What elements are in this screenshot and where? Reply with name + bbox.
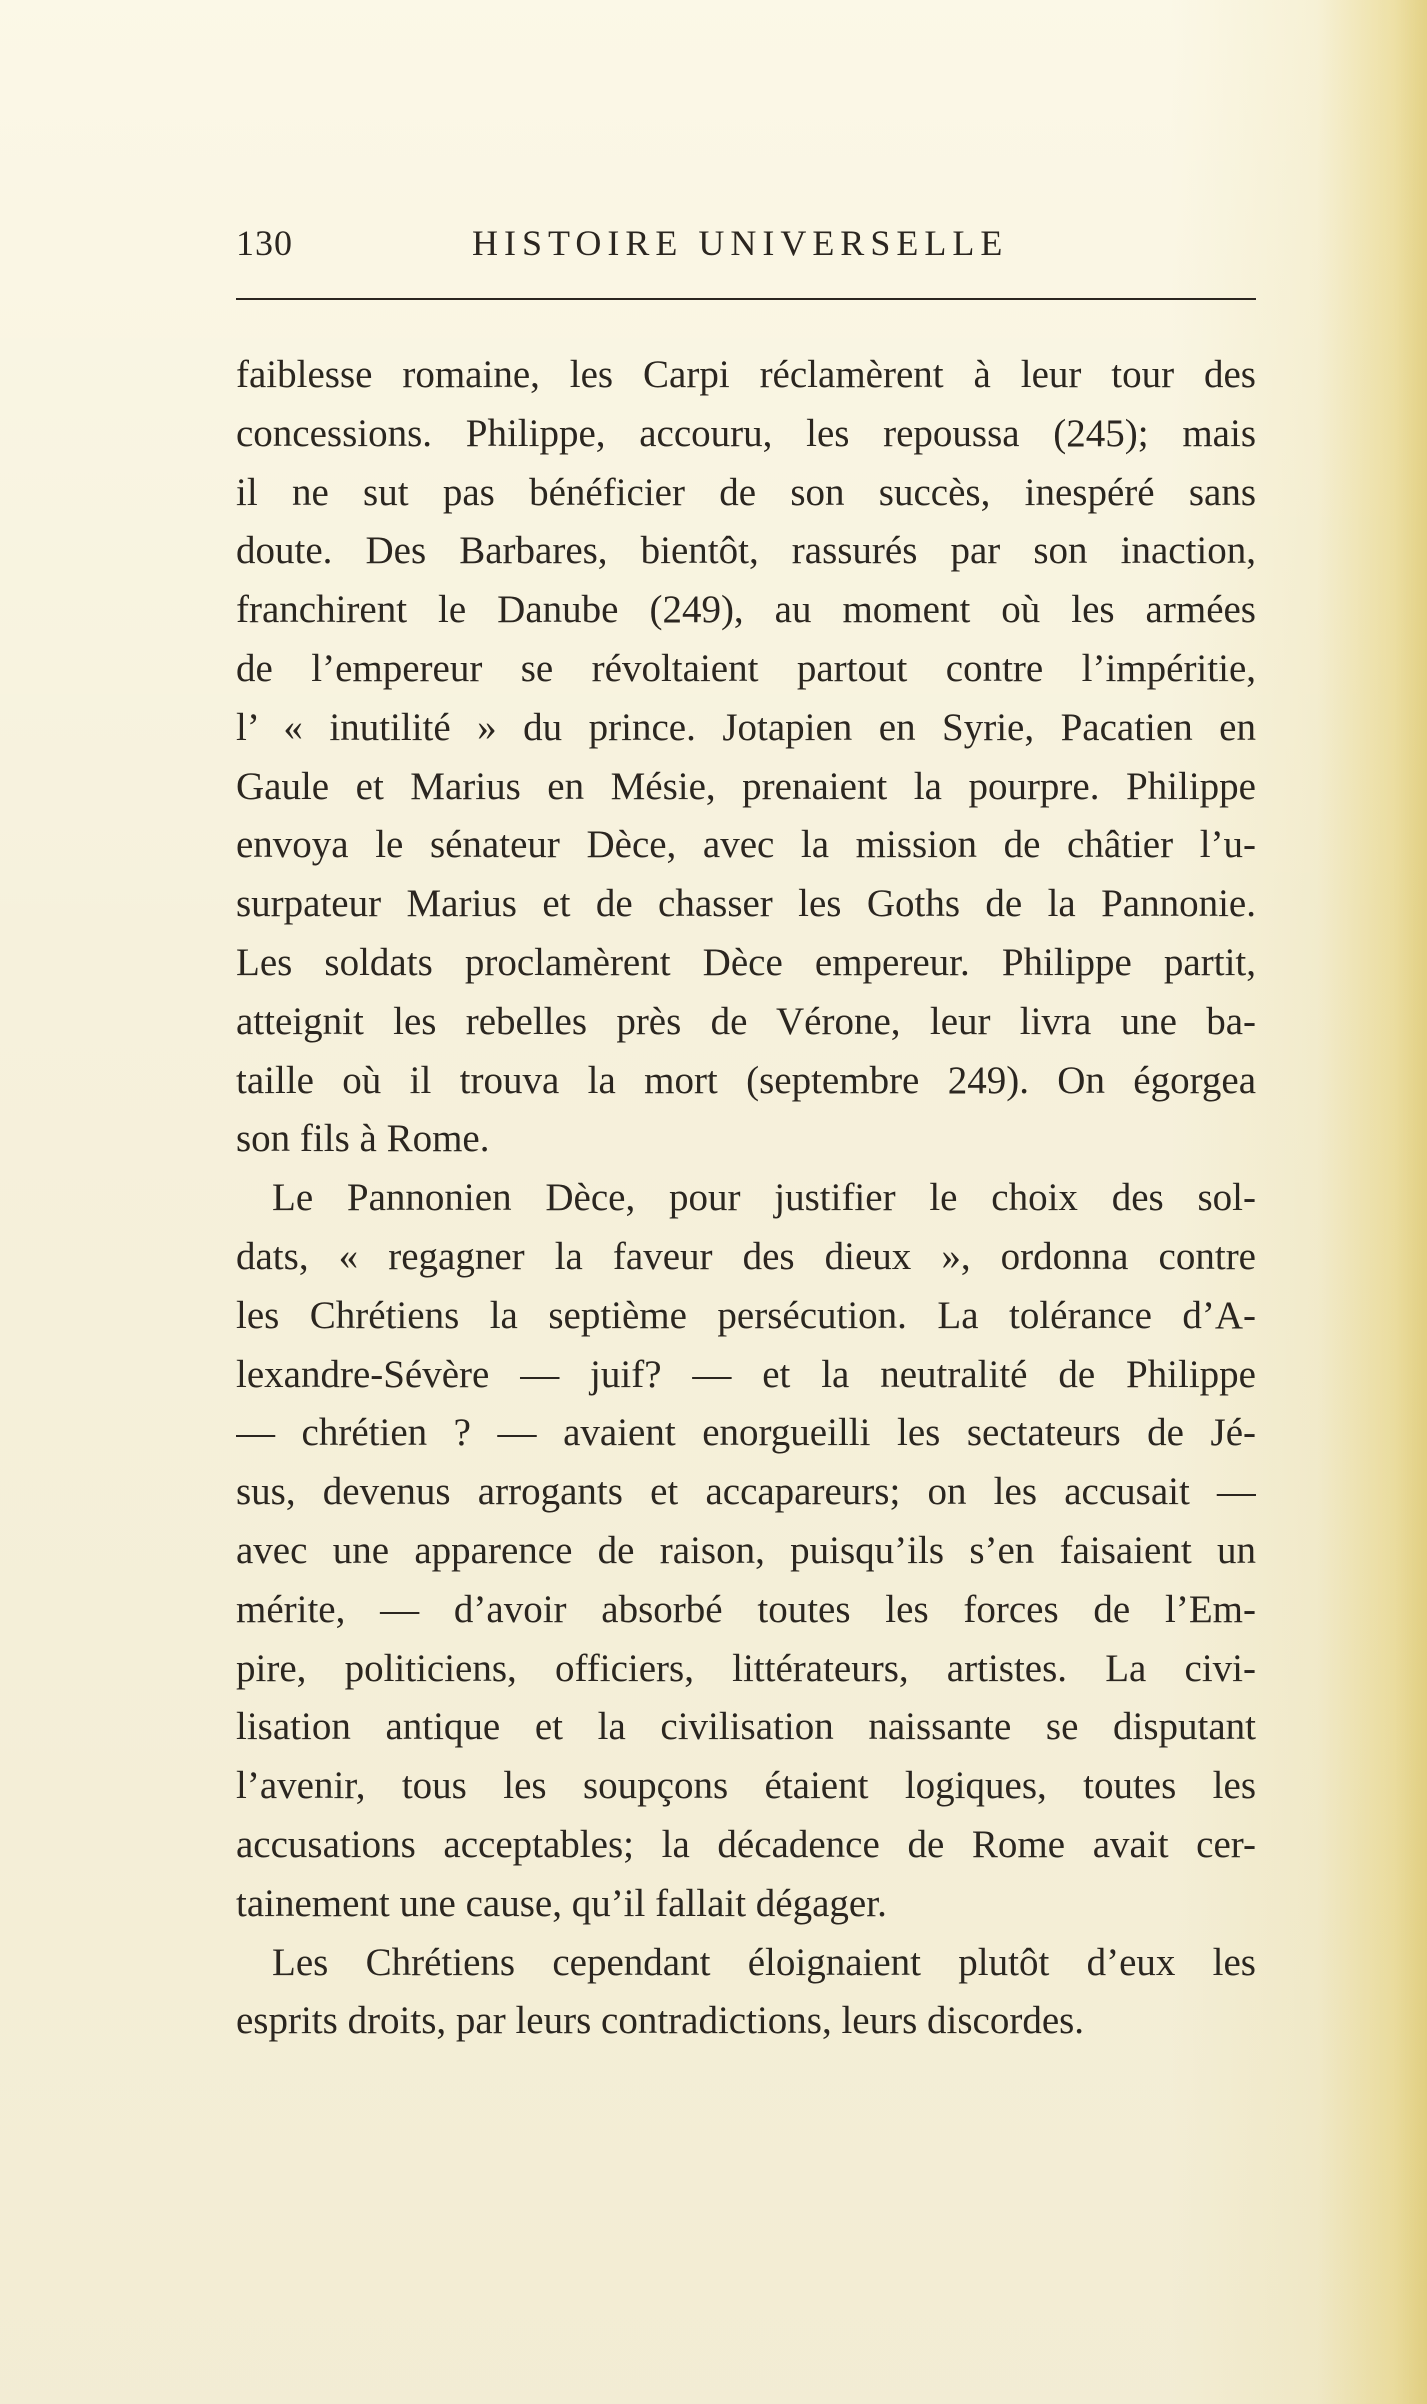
text-line: accusations acceptables; la décadence de Rome avait cer- [236, 1822, 1256, 1866]
text-line: Les Chrétiens cependant éloignaient plutôt d’eux les [272, 1940, 1256, 1984]
text-line: il ne sut pas bénéficier de son succès, inespéré sans [236, 470, 1256, 514]
text-line: l’avenir, tous les soupçons étaient logiques, toutes les [236, 1764, 1256, 1808]
text-line: franchirent le Danube (249), au moment où les armées [236, 588, 1256, 632]
text-line: pire, politiciens, officiers, littérateurs, artistes. La civi- [236, 1646, 1256, 1690]
text-line: taille où il trouva la mort (septembre 249). On égorgea [236, 1058, 1256, 1102]
text-line: Les soldats proclamèrent Dèce empereur. Philippe partit, [236, 940, 1256, 984]
page-number: 130 [236, 223, 293, 263]
text-line: de l’empereur se révoltaient partout contre l’impéritie, [236, 646, 1256, 690]
text-line: lexandre-Sévère — juif? — et la neutralité de Philippe [236, 1352, 1256, 1396]
text-line: faiblesse romaine, les Carpi réclamèrent à leur tour des [236, 353, 1256, 396]
text-line: esprits droits, par leurs contradictions, leurs discordes. [236, 1999, 1085, 2043]
text-line: tainement une cause, qu’il fallait dégager. [236, 1881, 887, 1925]
text-line: mérite, — d’avoir absorbé toutes les forces de l’Em- [236, 1587, 1256, 1631]
body-text [236, 346, 1256, 2051]
text-line: sus, devenus arrogants et accapareurs; on les accusait — [236, 1470, 1256, 1514]
text-line: lisation antique et la civilisation naissante se disputant [236, 1705, 1256, 1749]
text-line: surpateur Marius et de chasser les Goths de la Pannonie. [236, 882, 1256, 926]
text-line: dats, « regagner la faveur des dieux », ordonna contre [236, 1234, 1256, 1278]
text-line: les Chrétiens la septième persécution. La tolérance d’A- [236, 1293, 1256, 1337]
text-line: Gaule et Marius en Mésie, prenaient la pourpre. Philippe [236, 764, 1256, 808]
text-line: avec une apparence de raison, puisqu’ils s’en faisaient un [236, 1528, 1256, 1572]
text-line: — chrétien ? — avaient enorgueilli les sectateurs de Jé- [236, 1411, 1256, 1455]
running-head [236, 222, 1256, 282]
text-line: son fils à Rome. [236, 1117, 490, 1161]
page-edge-shading [1317, 0, 1427, 2404]
text-line: doute. Des Barbares, bientôt, rassurés par son inaction, [236, 529, 1256, 573]
text-line: concessions. Philippe, accouru, les repoussa (245); mais [236, 411, 1256, 455]
header-rule [236, 298, 1256, 300]
text-line: Le Pannonien Dèce, pour justifier le choix des sol- [272, 1176, 1256, 1220]
running-title: HISTOIRE UNIVERSELLE [472, 223, 1009, 263]
text-line: l’ « inutilité » du prince. Jotapien en Syrie, Pacatien en [236, 705, 1256, 749]
text-line: envoya le sénateur Dèce, avec la mission de châtier l’u- [236, 823, 1256, 867]
text-line: atteignit les rebelles près de Vérone, leur livra une ba- [236, 999, 1256, 1043]
